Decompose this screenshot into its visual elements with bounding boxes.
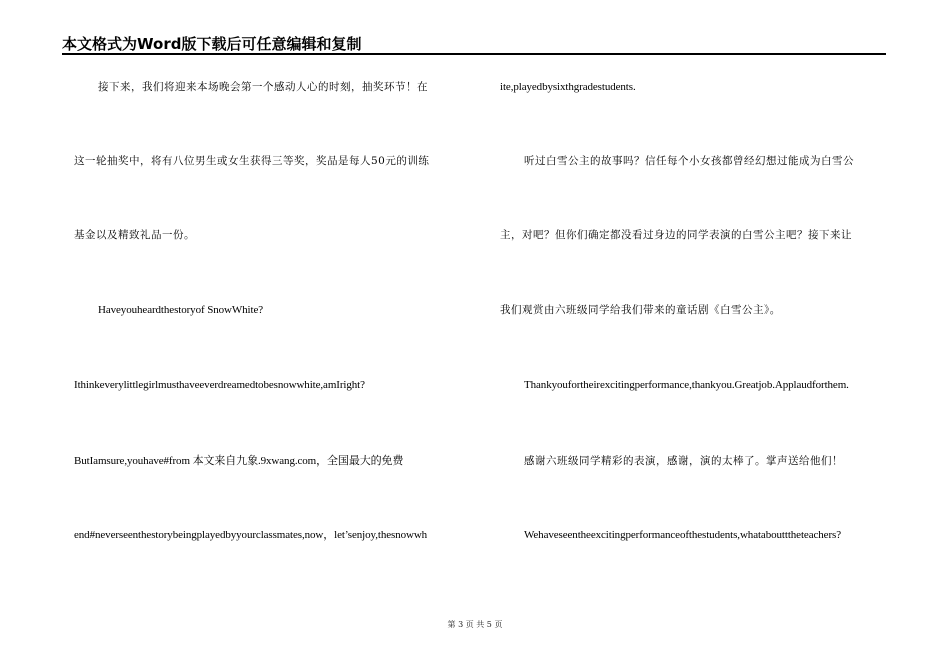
paragraph-line: Haveyouheardthestoryof SnowWhite? (98, 304, 264, 316)
paragraph-line: 接下来，我们将迎来本场晚会第一个感动人心的时刻，抽奖环节！在 (98, 81, 428, 93)
paragraph-line: ButIamsure,youhave#from 本文来自九象.9xwang.com，全国最大的免费 (74, 455, 404, 467)
paragraph-line: Ithinkeverylittlegirlmusthaveeverdreamedtobesnowwhite,amIright? (74, 379, 365, 391)
paragraph-line: 基金以及精致礼品一份。 (74, 229, 195, 241)
paragraph-line: ite,playedbysixthgradestudents. (500, 81, 636, 93)
paragraph-line: 这一轮抽奖中，将有八位男生或女生获得三等奖，奖品是每人50元的训练 (74, 155, 430, 167)
page-number: 第 3 页 共 5 页 (447, 620, 503, 629)
paragraph-line: end#neverseenthestorybeingplayedbyyourclassmates,now，let’senjoy,thesnowwh (74, 529, 428, 541)
page-header (0, 0, 950, 56)
paragraph-line: 我们观赏由六班级同学给我们带来的童话剧《白雪公主》。 (500, 304, 781, 316)
paragraph-line: Wehaveseentheexcitingperformanceofthestudents,whataboutttheteachers? (524, 529, 841, 541)
paragraph-line: 感谢六班级同学精彩的表演，感谢，演的太棒了。掌声送给他们！ (524, 455, 843, 467)
paragraph-line: Thankyoufortheirexcitingperformance,thankyou.Greatjob.Applaudforthem. (524, 379, 849, 391)
document-title: 本文格式为Word版下载后可任意编辑和复制 (62, 35, 362, 53)
paragraph-line: 主，对吧？但你们确定都没看过身边的同学表演的白雪公主吧？接下来让 (500, 229, 852, 241)
paragraph-line: 听过白雪公主的故事吗？信任每个小女孩都曾经幻想过能成为白雪公 (524, 155, 854, 167)
header-divider (62, 53, 886, 55)
